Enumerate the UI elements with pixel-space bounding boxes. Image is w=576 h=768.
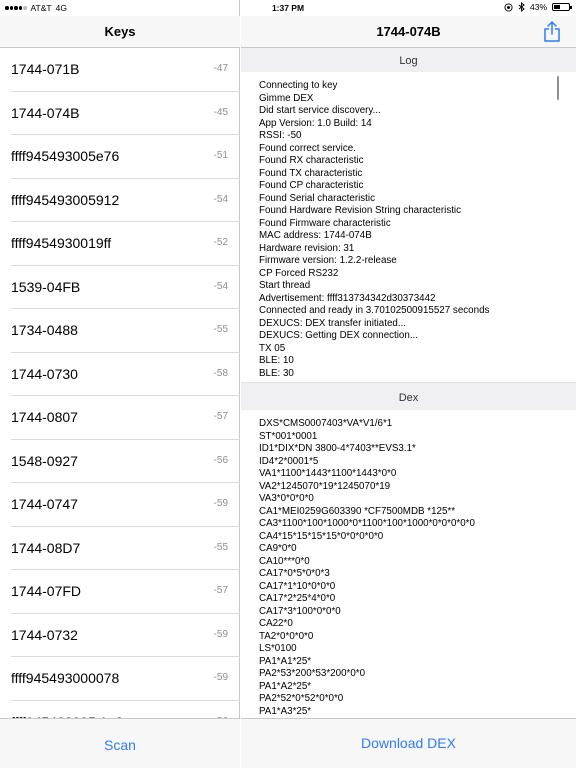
dex-line: PA2*52*0*52*0*0*0 [259, 693, 344, 704]
dex-line: CA4*15*15*15*15*0*0*0*0*0 [259, 530, 384, 542]
log-line: MAC address: 1744-074B [259, 230, 372, 241]
status-bar [0, 0, 576, 16]
key-rssi: -55 [213, 541, 228, 553]
dex-line: ID1*DIX*DN 3800-4*7403**EVS3.1* [259, 443, 416, 454]
log-line: Found Firmware characteristic [259, 217, 391, 229]
key-rssi: -55 [213, 324, 228, 335]
detail-title: 1744-074B [376, 24, 441, 39]
key-row[interactable] [11, 527, 240, 571]
dex-line: CA9*0*0 [259, 543, 297, 554]
status-right [504, 2, 570, 12]
key-name: ffff945493005e76 [11, 148, 120, 164]
log-lines [259, 80, 556, 380]
dex-line: PA2*53*200*53*200*0*0 [259, 668, 366, 679]
key-row[interactable] [11, 48, 240, 92]
network-label: 4G [55, 3, 67, 13]
share-icon[interactable] [542, 20, 562, 42]
key-row[interactable] [11, 266, 240, 310]
key-name: ffff945493000078 [11, 670, 120, 686]
dex-line: CA1*MEI0259G603390 *CF7500MDB *125** [259, 505, 456, 517]
key-detail-panel [241, 0, 576, 768]
battery-icon [552, 3, 570, 11]
log-line: Found correct service. [259, 142, 356, 154]
log-line: Connected and ready in 3.70102500915527 seconds [259, 305, 490, 316]
log-line: Found Serial characteristic [259, 192, 375, 204]
key-rssi: -56 [213, 454, 228, 466]
log-line: Advertisement: ffff313734342d30373442 [259, 292, 436, 304]
log-line: App Version: 1.0 Build: 14 [259, 117, 372, 129]
key-rssi: -57 [213, 411, 228, 422]
status-time: 1:37 PM [271, 3, 305, 13]
key-name: 1744-0747 [11, 496, 78, 512]
dex-line: PA1*A2*25* [259, 680, 312, 692]
dex-section-header: Dex [241, 382, 576, 410]
scan-button[interactable]: Scan [104, 737, 136, 753]
key-row[interactable] [11, 657, 240, 701]
dex-line: CA10***0*0 [259, 555, 310, 567]
log-line: Start thread [259, 280, 311, 291]
key-name: 1744-074B [11, 104, 80, 121]
key-row[interactable] [11, 570, 240, 614]
log-line: BLE: 10 [259, 355, 294, 366]
key-name: 1744-0732 [11, 626, 78, 643]
key-row[interactable] [11, 440, 240, 484]
dex-lines [259, 418, 556, 718]
dex-line: CA17*3*100*0*0*0 [259, 605, 341, 617]
key-rssi: -54 [213, 280, 228, 292]
keys-list[interactable] [0, 48, 240, 718]
keys-nav-bar [0, 16, 240, 48]
dex-line: PA1*A1*25* [259, 655, 312, 667]
key-name: 1744-0807 [11, 409, 78, 425]
key-rssi: -57 [213, 585, 228, 596]
log-scrollbar[interactable] [557, 76, 559, 100]
key-rssi: -59 [213, 672, 228, 683]
dex-line: CA3*1100*100*1000*0*1100*100*1000*0*0*0*0*0 [259, 518, 475, 529]
dex-line: CA22*0 [259, 618, 293, 629]
log-section-header: Log [241, 48, 576, 72]
key-row[interactable] [11, 179, 240, 223]
key-rssi: -59 [213, 628, 228, 640]
key-rssi: -52 [213, 237, 228, 248]
key-row[interactable] [11, 222, 240, 266]
key-name: 1744-07FD [11, 583, 82, 599]
key-rssi: -54 [213, 193, 228, 205]
dex-line: CA17*1*10*0*0*0 [259, 580, 336, 592]
dex-line: CA17*0*5*0*0*3 [259, 568, 330, 579]
log-line: Found CP characteristic [259, 180, 364, 191]
dex-line: ST*001*0001 [259, 430, 318, 442]
log-line: Gimme DEX [259, 92, 314, 104]
log-line: CP Forced RS232 [259, 267, 339, 279]
key-name: 1539-04FB [11, 278, 81, 295]
key-name: 1734-0488 [11, 322, 78, 338]
key-rssi: -58 [213, 367, 228, 379]
keys-panel [0, 0, 240, 768]
bluetooth-icon [518, 2, 525, 12]
key-row[interactable] [11, 92, 240, 136]
dex-line: VA3*0*0*0*0 [259, 493, 314, 504]
dex-text-view[interactable] [241, 410, 576, 717]
key-rssi: -59 [213, 498, 228, 509]
log-line: BLE: 30 [259, 367, 294, 379]
dex-line: LS*0100 [259, 643, 297, 654]
location-icon [504, 3, 513, 12]
log-line: RSSI: -50 [259, 130, 302, 141]
battery-percent: 43% [529, 2, 547, 12]
key-row[interactable] [11, 396, 240, 440]
log-line: DEXUCS: Getting DEX connection... [259, 330, 418, 341]
dex-line: DXS*CMS0007403*VA*V1/6*1 [259, 418, 393, 429]
key-name: ffff945493005912 [11, 191, 120, 208]
log-line: Found TX characteristic [259, 167, 363, 179]
log-line: Found Hardware Revision String characteristic [259, 205, 462, 216]
dex-line: CA17*2*25*4*0*0 [259, 593, 336, 604]
key-row[interactable] [11, 483, 240, 527]
battery-level [554, 5, 560, 9]
key-name: 1744-071B [11, 61, 80, 77]
dex-line: VA2*1245070*19*1245070*19 [259, 480, 391, 492]
download-dex-button[interactable]: Download DEX [361, 735, 456, 751]
log-line: Found RX characteristic [259, 155, 364, 166]
key-name: 1744-08D7 [11, 539, 81, 556]
detail-nav-bar [241, 16, 576, 48]
detail-toolbar [241, 718, 576, 768]
dex-line: ID4*2*0001*5 [259, 455, 319, 467]
key-name: 1548-0927 [11, 452, 78, 469]
log-line: TX 05 [259, 342, 286, 354]
key-rssi: -47 [213, 63, 228, 74]
dex-line: VA1*1100*1443*1100*1443*0*0 [259, 468, 397, 479]
dex-line: TA2*0*0*0*0 [259, 630, 314, 642]
dex-line: PA1*A3*25* [259, 705, 312, 717]
key-row[interactable] [11, 135, 240, 179]
key-rssi: -51 [213, 150, 228, 161]
carrier-label: AT&T [30, 3, 52, 13]
key-row[interactable] [11, 353, 240, 397]
key-row[interactable] [11, 309, 240, 353]
key-rssi: -45 [213, 106, 228, 118]
log-line: Connecting to key [259, 80, 338, 91]
keys-title: Keys [104, 24, 136, 39]
log-line: DEXUCS: DEX transfer initiated... [259, 317, 407, 329]
keys-toolbar [0, 718, 240, 768]
key-name: 1744-0730 [11, 365, 78, 382]
key-name: ffff9454930019ff [11, 235, 112, 251]
log-text-view[interactable] [241, 72, 576, 382]
log-line: Hardware revision: 31 [259, 242, 355, 254]
log-line: Did start service discovery... [259, 105, 381, 116]
key-row[interactable] [11, 614, 240, 658]
log-line: Firmware version: 1.2.2-release [259, 255, 397, 266]
